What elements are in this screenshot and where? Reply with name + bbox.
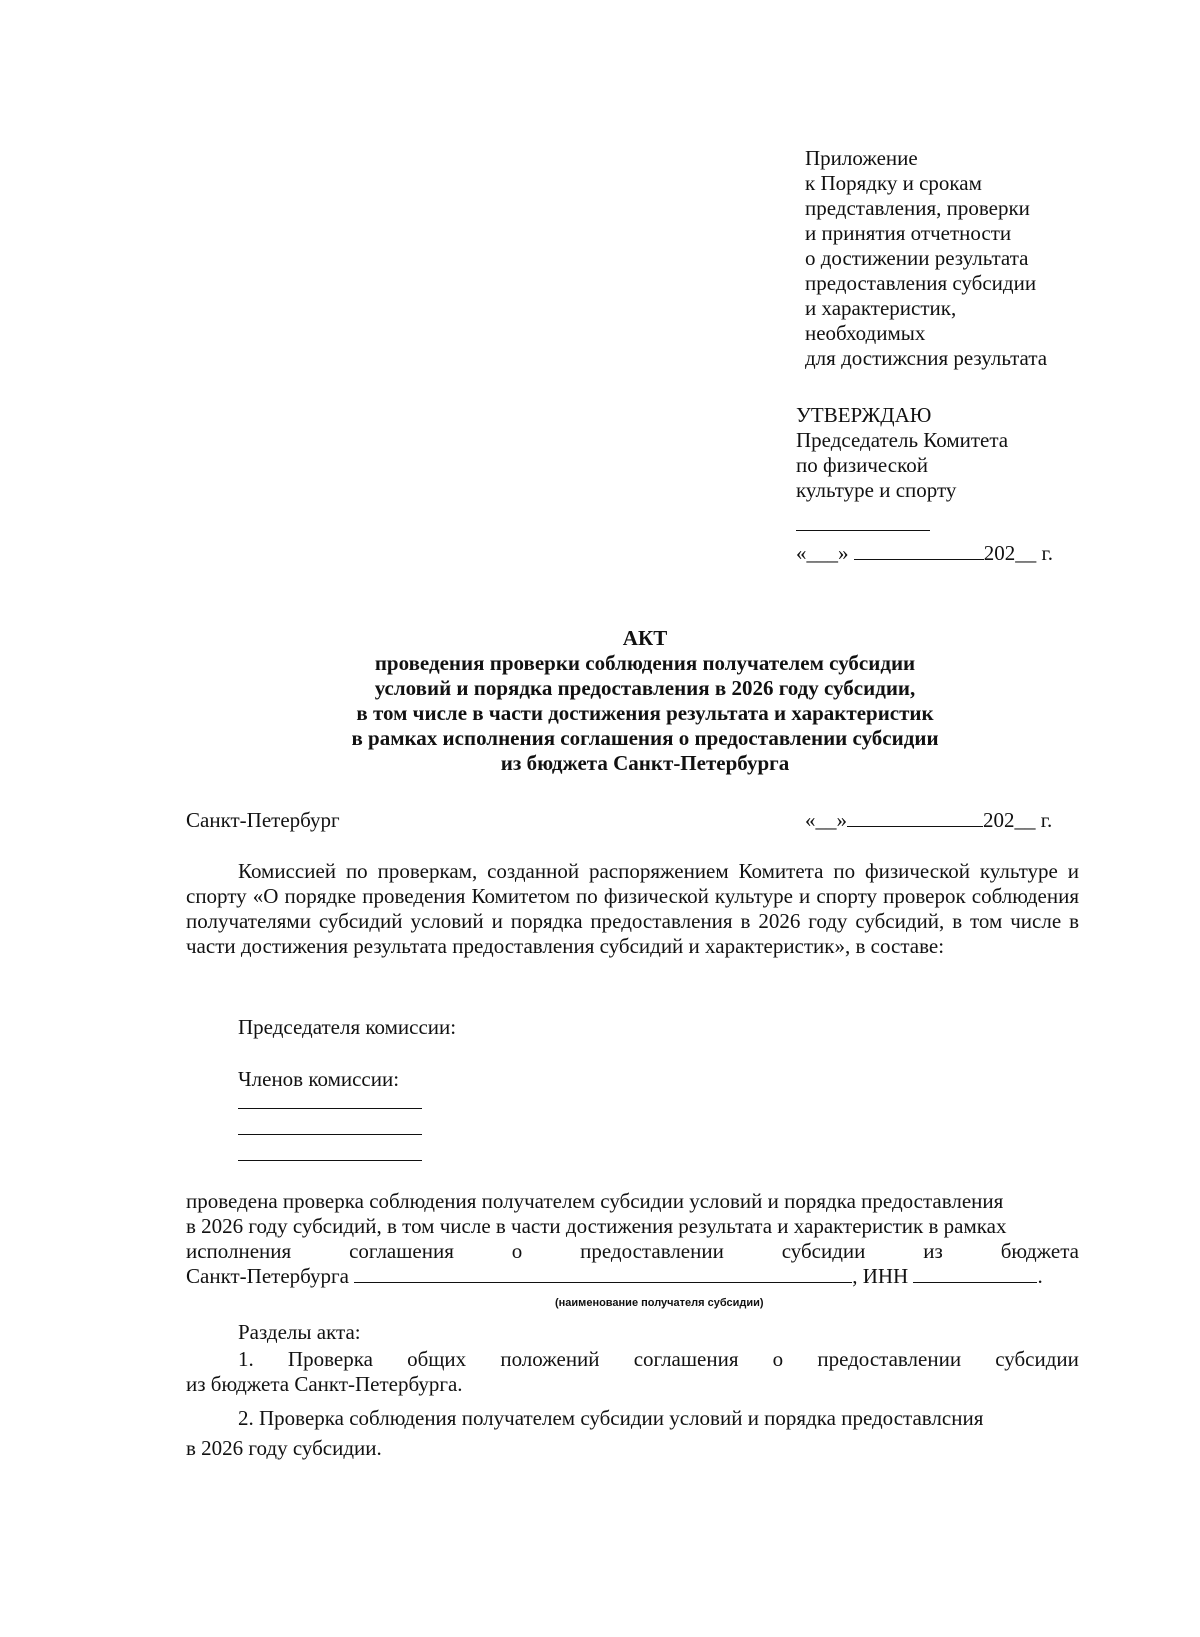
check-word: о (511, 1239, 523, 1263)
check-line (186, 1264, 1079, 1289)
section-word: предоставлении (817, 1347, 962, 1371)
approval-block (796, 403, 1116, 503)
check-end: . (1037, 1264, 1043, 1288)
annex-line: к Порядку и срокам (805, 171, 982, 195)
title-line: проведения проверки соблюдения получателем субсидии (374, 651, 916, 675)
annex-line: и характеристик, (805, 296, 957, 320)
annex-line: и принятия отчетности (805, 221, 1012, 245)
sections-heading: Разделы акта: (238, 1320, 361, 1344)
section-word: положений (500, 1347, 600, 1371)
check-word: исполнения (186, 1239, 292, 1263)
section-item-1-line (186, 1347, 1079, 1372)
annex-line: для достижсния результата (805, 346, 1048, 370)
title-line: в том числе в части достижения результата и характеристик (356, 701, 934, 725)
section-word: общих (407, 1347, 467, 1371)
chairman-label: Председателя комиссии: (238, 1015, 457, 1039)
recipient-name-blank (354, 1264, 852, 1283)
check-line-justified (186, 1239, 1079, 1264)
act-date-day: «__» (805, 808, 847, 832)
title-line: АКТ (622, 626, 668, 650)
title-line: в рамках исполнения соглашения о предоставлении субсидии (351, 726, 939, 750)
section-item-1-line: из бюджета Санкт-Петербурга. (186, 1372, 463, 1396)
approval-line: по физической (796, 453, 928, 477)
document-title (180, 626, 1110, 776)
annex-header (805, 146, 1105, 371)
recipient-name-caption: (наименование получателя субсидии) (555, 1297, 764, 1309)
act-date-month-blank (847, 808, 983, 827)
annex-line: о достижении результата (805, 246, 1029, 270)
member-line (238, 1160, 422, 1161)
inn-label: , ИНН (852, 1264, 909, 1288)
section-item-2-line: 2. Проверка соблюдения получателем субсидии условий и порядка предоставлсния (238, 1406, 984, 1430)
title-line: из бюджета Санкт-Петербурга (500, 751, 790, 775)
check-word: соглашения (349, 1239, 454, 1263)
commission-paragraph: Комиссией по проверкам, созданной распоряжением Комитета по физической культуре и спорту «О порядке проведения Комитетом по физической культуре и спорту проверок соблюдения получателями субсидий условий и порядка предоставления в 2026 году субсидий, в том числе в части достижения результата предоставления субсидий и характеристик», в составе: (186, 859, 1079, 958)
act-date (805, 808, 1052, 833)
approval-line: УТВЕРЖДАЮ (796, 403, 932, 427)
section-item-2 (186, 1406, 1079, 1461)
approval-line: Председатель Комитета (796, 428, 1009, 452)
annex-line: предоставления субсидии (805, 271, 1037, 295)
member-line (238, 1134, 422, 1135)
approval-date-day: «___» (796, 541, 849, 565)
annex-line: представления, проверки (805, 196, 1030, 220)
check-word: из (923, 1239, 943, 1263)
check-word: бюджета (1000, 1239, 1079, 1263)
check-paragraph (186, 1189, 1079, 1289)
approval-date-year: 202__ г. (983, 541, 1053, 565)
section-word: 1. (238, 1347, 254, 1371)
section-item-1 (186, 1347, 1079, 1397)
section-item-2-line: в 2026 году субсидии. (186, 1436, 382, 1460)
check-city: Санкт-Петербурга (186, 1264, 349, 1288)
title-line: условий и порядка предоставления в 2026 году субсидии, (374, 676, 916, 700)
inn-blank (913, 1264, 1037, 1283)
approval-signature-line (796, 530, 930, 531)
members-label: Членов комиссии: (238, 1067, 400, 1091)
approval-date (796, 541, 1053, 566)
annex-line: необходимых (805, 321, 926, 345)
member-line (238, 1108, 422, 1109)
check-word: предоставлении (580, 1239, 724, 1263)
check-line (186, 1189, 1079, 1214)
approval-line: культуре и спорту (796, 478, 957, 502)
section-word: субсидии (995, 1347, 1079, 1371)
section-word: о (772, 1347, 784, 1371)
city-name: Санкт-Петербург (186, 808, 340, 832)
section-word: Проверка (287, 1347, 373, 1371)
check-line: в 2026 году субсидий, в том числе в части достижения результата и характеристик в рамках (186, 1214, 1007, 1238)
check-word: субсидии (781, 1239, 866, 1263)
act-date-year: 202__ г. (983, 808, 1053, 832)
section-word: соглашения (633, 1347, 739, 1371)
annex-line: Приложение (805, 146, 918, 170)
approval-date-month-blank (854, 541, 984, 560)
check-line-text: проведена проверка соблюдения получателем субсидии условий и порядка предоставления (186, 1189, 1004, 1213)
